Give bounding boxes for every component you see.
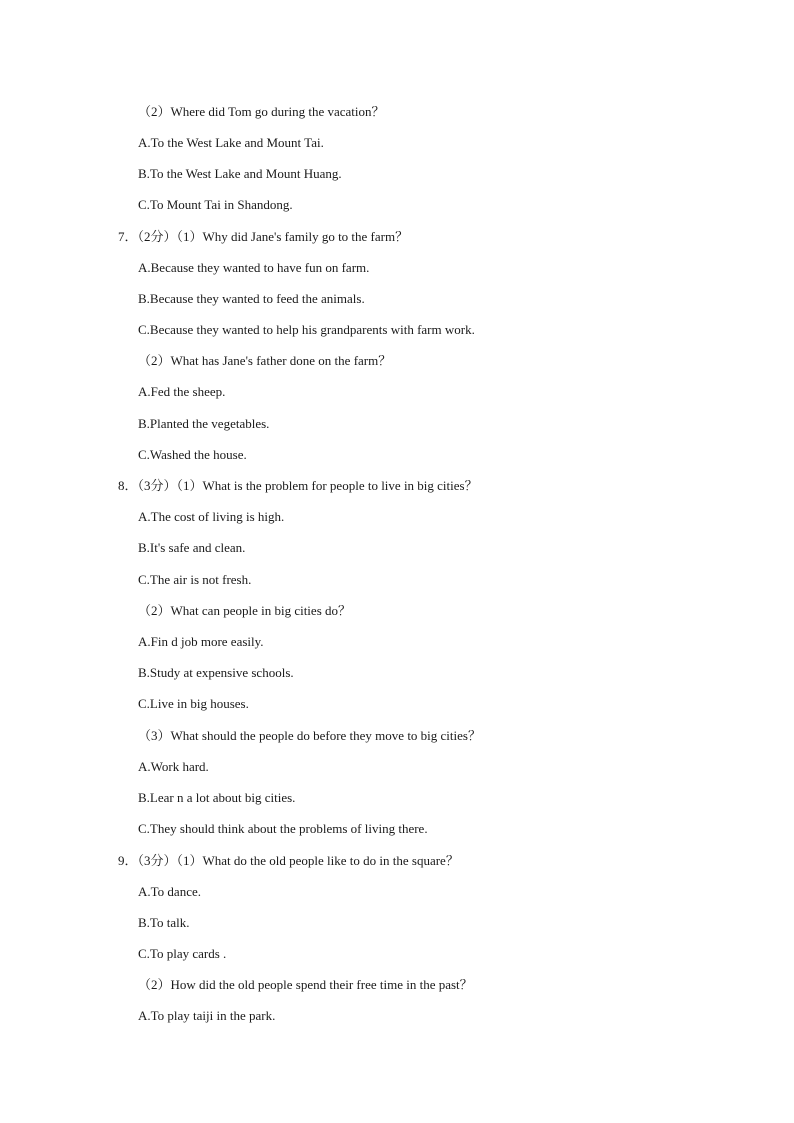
option-8-1-a: A.The cost of living is high. — [138, 509, 285, 524]
option-9-2-a: A.To play taiji in the park. — [138, 1008, 276, 1023]
question-7-2-stem: （2）What has Jane's father done on the farm？ — [138, 353, 392, 368]
option-9-1-b: B.To talk. — [138, 915, 190, 930]
option-8-3-b: B.Lear n a lot about big cities. — [138, 790, 296, 805]
option-6-2-a: A.To the West Lake and Mount Tai. — [138, 135, 324, 150]
option-8-1-c: C.The air is not fresh. — [138, 572, 252, 587]
option-6-2-b: B.To the West Lake and Mount Huang. — [138, 166, 342, 181]
option-8-2-b: B.Study at expensive schools. — [138, 665, 294, 680]
option-9-1-a: A.To dance. — [138, 884, 201, 899]
option-8-3-c: C.They should think about the problems of living there. — [138, 821, 428, 836]
option-7-2-c: C.Washed the house. — [138, 447, 247, 462]
option-8-2-a: A.Fin d job more easily. — [138, 634, 264, 649]
option-8-1-b: B.It's safe and clean. — [138, 540, 246, 555]
option-7-2-b: B.Planted the vegetables. — [138, 416, 270, 431]
question-8-3-stem: （3）What should the people do before they move to big cities？ — [138, 728, 481, 743]
question-8-2-stem: （2）What can people in big cities do？ — [138, 603, 352, 618]
question-9-header: 9．（3分）（1）What do the old people like to do in the square？ — [118, 853, 459, 868]
option-7-1-b: B.Because they wanted to feed the animals. — [138, 291, 365, 306]
option-9-1-c: C.To play cards . — [138, 946, 227, 961]
question-9-2-stem: （2）How did the old people spend their free time in the past？ — [138, 977, 473, 992]
option-8-3-a: A.Work hard. — [138, 759, 209, 774]
question-8-header: 8．（3分）（1）What is the problem for people to live in big cities？ — [118, 478, 478, 493]
option-7-1-a: A.Because they wanted to have fun on farm. — [138, 260, 370, 275]
question-7-header: 7．（2分）（1）Why did Jane's family go to the farm？ — [118, 229, 409, 244]
option-8-2-c: C.Live in big houses. — [138, 696, 249, 711]
option-7-2-a: A.Fed the sheep. — [138, 384, 226, 399]
question-6-2-stem: （2）Where did Tom go during the vacation？ — [138, 104, 385, 119]
option-6-2-c: C.To Mount Tai in Shandong. — [138, 197, 293, 212]
option-7-1-c: C.Because they wanted to help his grandparents with farm work. — [138, 322, 475, 337]
